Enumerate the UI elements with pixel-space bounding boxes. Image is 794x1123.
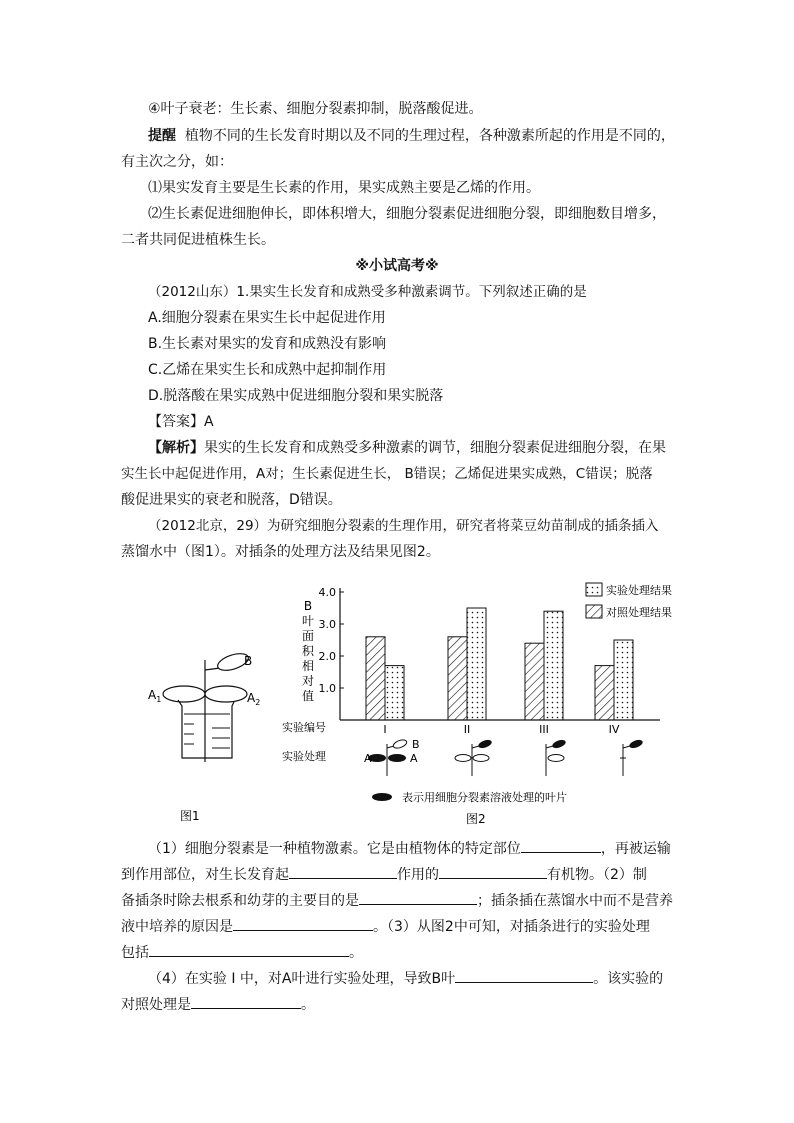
beaker [178,700,234,758]
y-tick-label: 2.0 [318,650,336,663]
answer-blank-reason[interactable] [233,916,373,931]
leaf-a2 [205,686,247,702]
y-tick-label: 3.0 [318,618,336,631]
legend-ctrl-label: 对照处理结果 [606,606,672,619]
tip-text-1: 植物不同的生长发育时期以及不同的生理过程，各种激素所起的作用是不同的， [184,128,675,144]
blank-text: 对照处理是 [121,997,191,1013]
blank-text: 。 [349,945,363,961]
answer-blank-amount[interactable] [439,864,547,879]
x-tick-label: III [539,723,549,736]
legend-ctrl-swatch [586,605,602,618]
point-1: ⑴果实发育主要是生长素的作用，果实成熟主要是乙烯的作用。 [148,180,540,196]
answer-blank-effect[interactable] [289,864,397,879]
legend-exp-label: 实验处理结果 [606,584,672,597]
point-2-line-2: 二者共同促进植株生长。 [121,232,275,248]
blank-text: ；插条插在蒸馏水中而不是营养 [477,893,673,909]
q2-stem-line-2: 蒸馏水中（图1）。对插条的处理方法及结果见图2。 [121,544,440,560]
answer-blank-treatments[interactable] [149,942,349,957]
bar-experiment-II [467,608,486,720]
answer-blank-purpose[interactable] [359,890,477,905]
q1-option-a: A.细胞分裂素在果实生长中起促进作用 [148,310,386,326]
blank-text: （1）细胞分裂素是一种植物激素。它是由植物体的特定部位 [148,841,521,857]
q2-stem-line-1: （2012北京，29）为研究细胞分裂素的生理作用，研究者将菜豆幼苗制成的插条插入 [148,518,659,534]
bar-experiment-IV [614,640,633,720]
leaf-a1 [163,686,205,702]
bar-experiment-III [544,611,563,720]
blank-text: 。（3）从图2中可知，对插条进行的实验处理 [373,919,650,935]
blank-text: 有机物。（2）制 [547,867,647,883]
x-tick-label: IV [608,723,620,736]
answer-blank-result[interactable] [455,968,593,983]
answer-blank-control[interactable] [191,994,301,1009]
q1-option-c: C.乙烯在果实生长和成熟中起抑制作用 [148,362,387,378]
blank-text: 作用的 [397,867,439,883]
treatment-sketch-2 [455,738,493,776]
y-tick-label: 1.0 [318,682,336,695]
label-b: B [244,654,253,668]
point-2-line-1: ⑵生长素促进细胞伸长，即体积增大，细胞分裂素促进细胞分裂，即细胞数目增多， [148,206,666,222]
intro-item-4: ④叶子衰老：生长素、细胞分裂素抑制，脱落酸促进。 [148,101,483,117]
answer-blank-origin[interactable] [521,838,601,853]
label-a1: $A_1$ [148,688,162,704]
figure-1 [140,640,280,830]
analysis-label: 【解析】 [148,440,204,456]
x-tick-label: I [383,723,387,736]
tip-line-2: 有主次之分，如： [121,154,233,170]
q1-option-b: B.生长素对果实的发育和成熟没有影响 [148,336,387,352]
treat-label-a-right: A [410,752,418,765]
blank-text: 液中培养的原因是 [121,919,233,935]
blank-line-3 [121,890,673,911]
blank-line-7 [121,994,315,1015]
blank-line-2 [121,864,647,885]
q1-option-d: D.脱落酸在果实成熟中促进细胞分裂和果实脱落 [148,388,444,404]
tip-line-1 [148,126,675,146]
q1-stem: （2012山东）1.果实生长发育和成熟受多种激素调节。下列叙述正确的是 [148,284,587,300]
blank-line-6 [148,968,663,989]
row-label-number: 实验编号 [282,721,326,734]
blank-text: ，再被运输 [600,841,671,857]
blank-text: 。该实验的 [593,971,664,987]
bar-experiment-I [385,666,404,720]
blank-line-1 [148,838,671,859]
blank-text: 备插条时除去根系和幼芽的主要目的是 [121,893,359,909]
bar-control-IV [595,666,614,720]
label-a2: $A_2$ [247,691,261,707]
blank-text: （4）在实验 I 中，对A叶进行实验处理，导致B叶 [148,971,456,987]
blank-text: 。 [301,997,315,1013]
row-label-treatment: 实验处理 [282,750,326,763]
blank-line-4 [121,916,650,937]
treat-label-b: B [412,738,420,751]
treatment-sketch-3 [546,738,567,776]
legend-exp-swatch [586,583,602,596]
treat-label-a-left: A [364,752,372,765]
footnote-leaf-icon [372,793,392,801]
q1-analysis-line-2: 实生长中起促进作用，A对；生长素促进生长， B错误；乙烯促进果实成熟，C错误；脱落 [121,466,653,482]
bar-control-I [366,637,385,720]
blank-text: 到作用部位，对生长发育起 [121,867,289,883]
footnote-text: 表示用细胞分裂素溶液处理的叶片 [402,791,567,804]
x-tick-label: II [463,723,471,736]
analysis-text-1: 果实的生长发育和成熟受多种激素的调节，细胞分裂素促进细胞分裂，在果 [204,440,666,456]
treatment-sketch-4 [620,738,644,776]
figure-2 [280,580,690,830]
tip-label: 提醒 [148,128,176,144]
y-tick-label: 4.0 [318,586,336,599]
blank-text: 包括 [121,945,149,961]
q1-analysis-line-3: 酸促进果实的衰老和脱落，D错误。 [121,492,342,508]
figure-2-caption: 图2 [466,812,486,826]
bar-control-III [525,643,544,720]
treatment-sketch-1 [364,738,420,776]
blank-line-5 [121,942,363,963]
bar-control-II [448,637,467,720]
section-title: ※小试高考※ [355,258,439,274]
figure-1-caption: 图1 [180,809,200,823]
y-axis-label: B 叶面积相对值 [301,599,315,703]
q1-analysis-line-1 [148,438,666,458]
q1-answer: 【答案】A [148,414,214,430]
